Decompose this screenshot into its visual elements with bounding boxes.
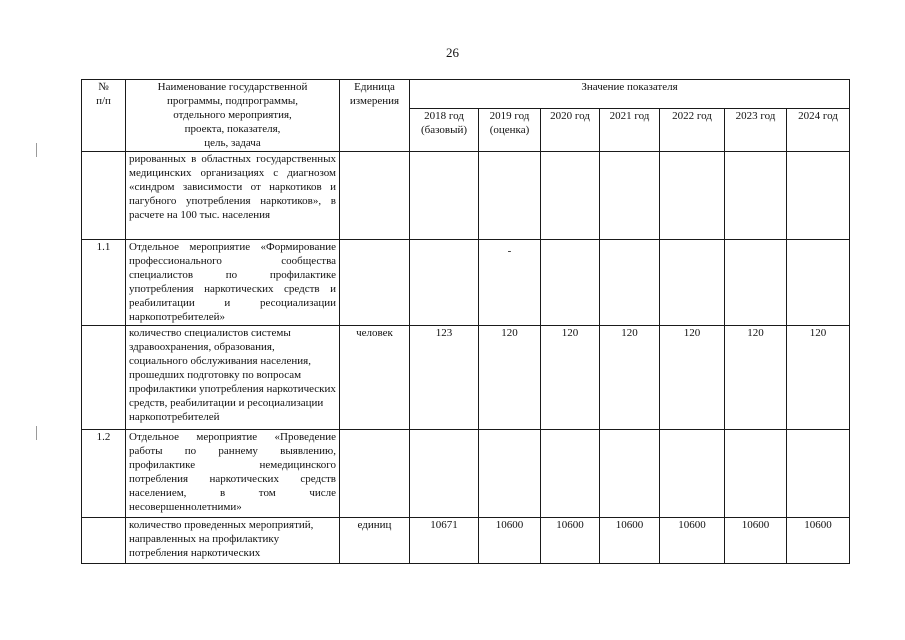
value-2019-cell xyxy=(479,240,541,326)
value-2023: 10600 xyxy=(725,518,787,564)
value-2019: 10600 xyxy=(479,518,541,564)
value-2019 xyxy=(479,152,541,240)
table-row xyxy=(82,240,850,326)
header-year-2024: 2024 год xyxy=(787,109,850,152)
row-number xyxy=(82,152,126,240)
value-2021 xyxy=(600,152,660,240)
row-name: количество проведенных мероприятий, направленных на профилактику потребления наркотических xyxy=(126,518,340,564)
value-2021: 10600 xyxy=(600,518,660,564)
value-2023 xyxy=(725,152,787,240)
value-2018 xyxy=(410,152,479,240)
row-name: рированных в областных государственных медицинских организациях с диагнозом «синдром зависимости от наркотиков и пагубного употребления наркотиков», в расчете на 100 тыс. населения xyxy=(126,152,340,240)
header-number: № п/п xyxy=(82,80,126,152)
table-row xyxy=(82,326,850,430)
header-value-group: Значение показателя xyxy=(410,80,850,109)
value-2023: 120 xyxy=(725,326,787,430)
value-2019: - xyxy=(507,245,512,257)
value-2022 xyxy=(660,430,725,518)
value-2022: 120 xyxy=(660,326,725,430)
scan-mark xyxy=(36,426,37,440)
header-unit: Единица измерения xyxy=(340,80,410,152)
row-number xyxy=(82,326,126,430)
value-2018 xyxy=(410,430,479,518)
header-year-2020: 2020 год xyxy=(541,109,600,152)
value-2024: 10600 xyxy=(787,518,850,564)
value-2018 xyxy=(410,240,479,326)
table-row xyxy=(82,518,850,564)
row-unit xyxy=(340,152,410,240)
value-2019: 120 xyxy=(479,326,541,430)
page-number: 26 xyxy=(446,45,459,60)
value-2024 xyxy=(787,152,850,240)
value-2022 xyxy=(660,240,725,326)
value-2020: 120 xyxy=(541,326,600,430)
value-2024 xyxy=(787,240,850,326)
value-2023 xyxy=(725,240,787,326)
header-year-2018: 2018 год (базовый) xyxy=(410,109,479,152)
value-2023 xyxy=(725,430,787,518)
value-2022: 10600 xyxy=(660,518,725,564)
value-2021 xyxy=(600,240,660,326)
row-unit: человек xyxy=(340,326,410,430)
row-number xyxy=(82,518,126,564)
value-2020 xyxy=(541,430,600,518)
value-2021 xyxy=(600,430,660,518)
value-2022 xyxy=(660,152,725,240)
value-2018: 10671 xyxy=(410,518,479,564)
row-unit xyxy=(340,430,410,518)
row-name: количество специалистов системы здравоохранения, образования, социального обслуживания населения, прошедших подготовку по вопросам профилактики употребления наркотических средств, реабилитации и ресоциализации наркопотребителей xyxy=(126,326,340,430)
row-name: Отдельное мероприятие «Проведение работы по раннему выявлению, профилактике немедицинского потребления наркотических средств населением, в том числе несовершеннолетними» xyxy=(126,430,340,518)
value-2021: 120 xyxy=(600,326,660,430)
row-number: 1.1 xyxy=(82,240,126,326)
header-year-2023: 2023 год xyxy=(725,109,787,152)
table-row xyxy=(82,152,850,240)
scan-mark xyxy=(36,143,37,157)
header-year-2022: 2022 год xyxy=(660,109,725,152)
header-name: Наименование государственной программы, подпрограммы, отдельного мероприятия, проекта, показателя, цель, задача xyxy=(126,80,340,152)
row-number: 1.2 xyxy=(82,430,126,518)
value-2020: 10600 xyxy=(541,518,600,564)
value-2024: 120 xyxy=(787,326,850,430)
value-2019 xyxy=(479,430,541,518)
row-name: Отдельное мероприятие «Формирование профессионального сообщества специалистов по профилактике употребления наркотических средств и реабилитации и ресоциализации наркопотребителей» xyxy=(126,240,340,326)
value-2024 xyxy=(787,430,850,518)
value-2018: 123 xyxy=(410,326,479,430)
row-unit: единиц xyxy=(340,518,410,564)
row-unit xyxy=(340,240,410,326)
value-2020 xyxy=(541,152,600,240)
indicator-table xyxy=(81,79,850,564)
header-year-2021: 2021 год xyxy=(600,109,660,152)
header-year-2019: 2019 год (оценка) xyxy=(479,109,541,152)
table-row xyxy=(82,430,850,518)
value-2020 xyxy=(541,240,600,326)
